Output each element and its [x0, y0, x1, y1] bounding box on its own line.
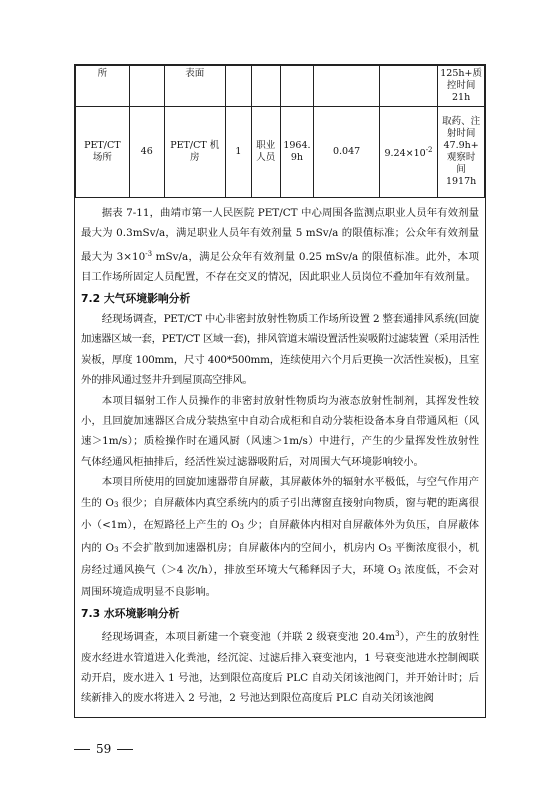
section-heading-air: 7.2 大气环境影响分析 — [81, 291, 191, 305]
table-cell — [379, 66, 437, 107]
cell-line: 观察时 — [446, 152, 476, 163]
table-cell: 所 — [76, 66, 130, 107]
table-cell — [280, 107, 314, 198]
table-cell — [438, 66, 485, 107]
table-cell — [379, 107, 437, 198]
page-frame — [74, 64, 486, 718]
dash-left — [74, 749, 90, 750]
table-row — [76, 66, 485, 107]
table-cell — [252, 66, 281, 107]
table-cell — [314, 66, 379, 107]
paragraph-ventilation: 经现场调查，PET/CT 中心非密封放射性物质工作场所设置 2 整套通排风系统(回旋加速器区域一套，PET/CT 区域一套)，排风管道末端设置活性炭吸附过滤装置（采用活性炭板，厚度 100mm，尺寸 400*500mm，连续使用六个月后更换一次活性炭板)，且室外的排风通过竖井升到屋顶高空排风。 — [81, 313, 480, 387]
superscript: -3 — [145, 249, 153, 258]
paragraph-volatility: 本项目辐射工作人员操作的非密封放射性物质均为液态放射性制剂，其挥发性较小，且回旋加速器区合成分装热室中自动合成柜和自动分装柜设备本身自带通风柜（风速＞1m/s）；质检操作时在通风厨（风速＞1m/s）中进行，产生的少量挥发性放射性气体经通风柜抽排后，经活性炭过滤器吸附后，对周围大气环境影响较小。 — [81, 394, 479, 468]
paragraph-dose-summary: 据表 7-11，曲靖市第一人民医院 PET/CT 中心周围各监测点职业人员年有效剂量最大为 0.3mSv/a，满足职业人员年有效剂量 5 mSv/a 的限值标准；公众年有效剂量最大为 $3\times 10^{-3}$ mSv/a，满足公众年有效剂量 0.25 mSv/a 的限值标准。此外，本项目工作场所固定人员配置，不存在交叉的情况，因此职业人员岗位不叠加年有效剂量。 — [81, 207, 480, 284]
cell-line: PET/CT 机 — [170, 140, 220, 151]
table-cell — [280, 66, 314, 107]
table-cell: 表面 — [164, 66, 225, 107]
cell-line: 21h — [452, 92, 471, 103]
table-cell: 1 — [225, 107, 251, 198]
cell-line: 取药、注 — [442, 116, 481, 127]
table-cell — [252, 107, 281, 198]
cell-line: 控时间 — [446, 80, 476, 91]
cell-line: 1964. — [283, 140, 311, 151]
cell-line: 1917h — [445, 176, 477, 187]
cell-line: 125h+质 — [440, 68, 482, 79]
table-cell: 46 — [129, 107, 164, 198]
page-number: 59 — [74, 742, 133, 756]
dose-table — [75, 65, 485, 198]
cell-line: 射时间 — [446, 128, 476, 139]
table-cell — [164, 107, 225, 198]
paragraph-ozone: 本项目所使用的回旋加速器带自屏蔽，其屏蔽体外的辐射水平极低，与空气作用产生的 O3 很少；自屏蔽体内真空系统内的质子引出薄窗直接射向物质，窗与靶的距离很小（<1m），在短路径上产生的 O3 少；自屏蔽体内相对自屏蔽体外为负压，自屏蔽体内的 O3 不会扩散到加速器机房；自屏蔽体内的空间小，机房内 O3 平衡浓度很小，机房经过通风换气（＞4 次/h），排放至环境大气稀释因子大，环境 O3 浓度低，不会对周围环境造成明显不良影响。 — [81, 476, 479, 599]
superscript: 3 — [395, 630, 400, 639]
body-text — [81, 203, 479, 709]
cell-line: 房 — [189, 152, 200, 163]
cell-line: 间 — [456, 164, 466, 175]
table-row — [76, 107, 485, 198]
cell-line: 9h — [290, 152, 304, 163]
table-cell — [129, 66, 164, 107]
section-heading-water: 7.3 水环境影响分析 — [81, 606, 180, 620]
cell-line: 47.9h+ — [443, 140, 479, 151]
cell-line: 人员 — [256, 152, 276, 163]
table-cell — [225, 66, 251, 107]
cell-value: 9.24×10 — [384, 148, 426, 159]
cell-exponent: -2 — [425, 146, 433, 154]
cell-line: 职业 — [256, 140, 276, 151]
table-cell — [438, 107, 485, 198]
cell-line: 场所 — [92, 152, 112, 163]
table-cell — [76, 107, 130, 198]
paragraph-decay-tank: 经现场调查，本项目新建一个衰变池（并联 2 级衰变池 $20.4m^3$），产生的放射性废水经进水管道进入化粪池，经沉淀、过滤后排入衰变池内，1 号衰变池进水控制阀联动开启，废水进入 1 号池，达到限位高度后 PLC 自动关闭该池阀门，并开始计时；后续新排入的废水将进入 2 号池，2 号池达到限位高度后 PLC 自动关闭该池阀 — [81, 630, 479, 705]
cell-line: PET/CT — [84, 140, 121, 151]
table-cell: 0.047 — [314, 107, 379, 198]
dash-right — [117, 749, 133, 750]
